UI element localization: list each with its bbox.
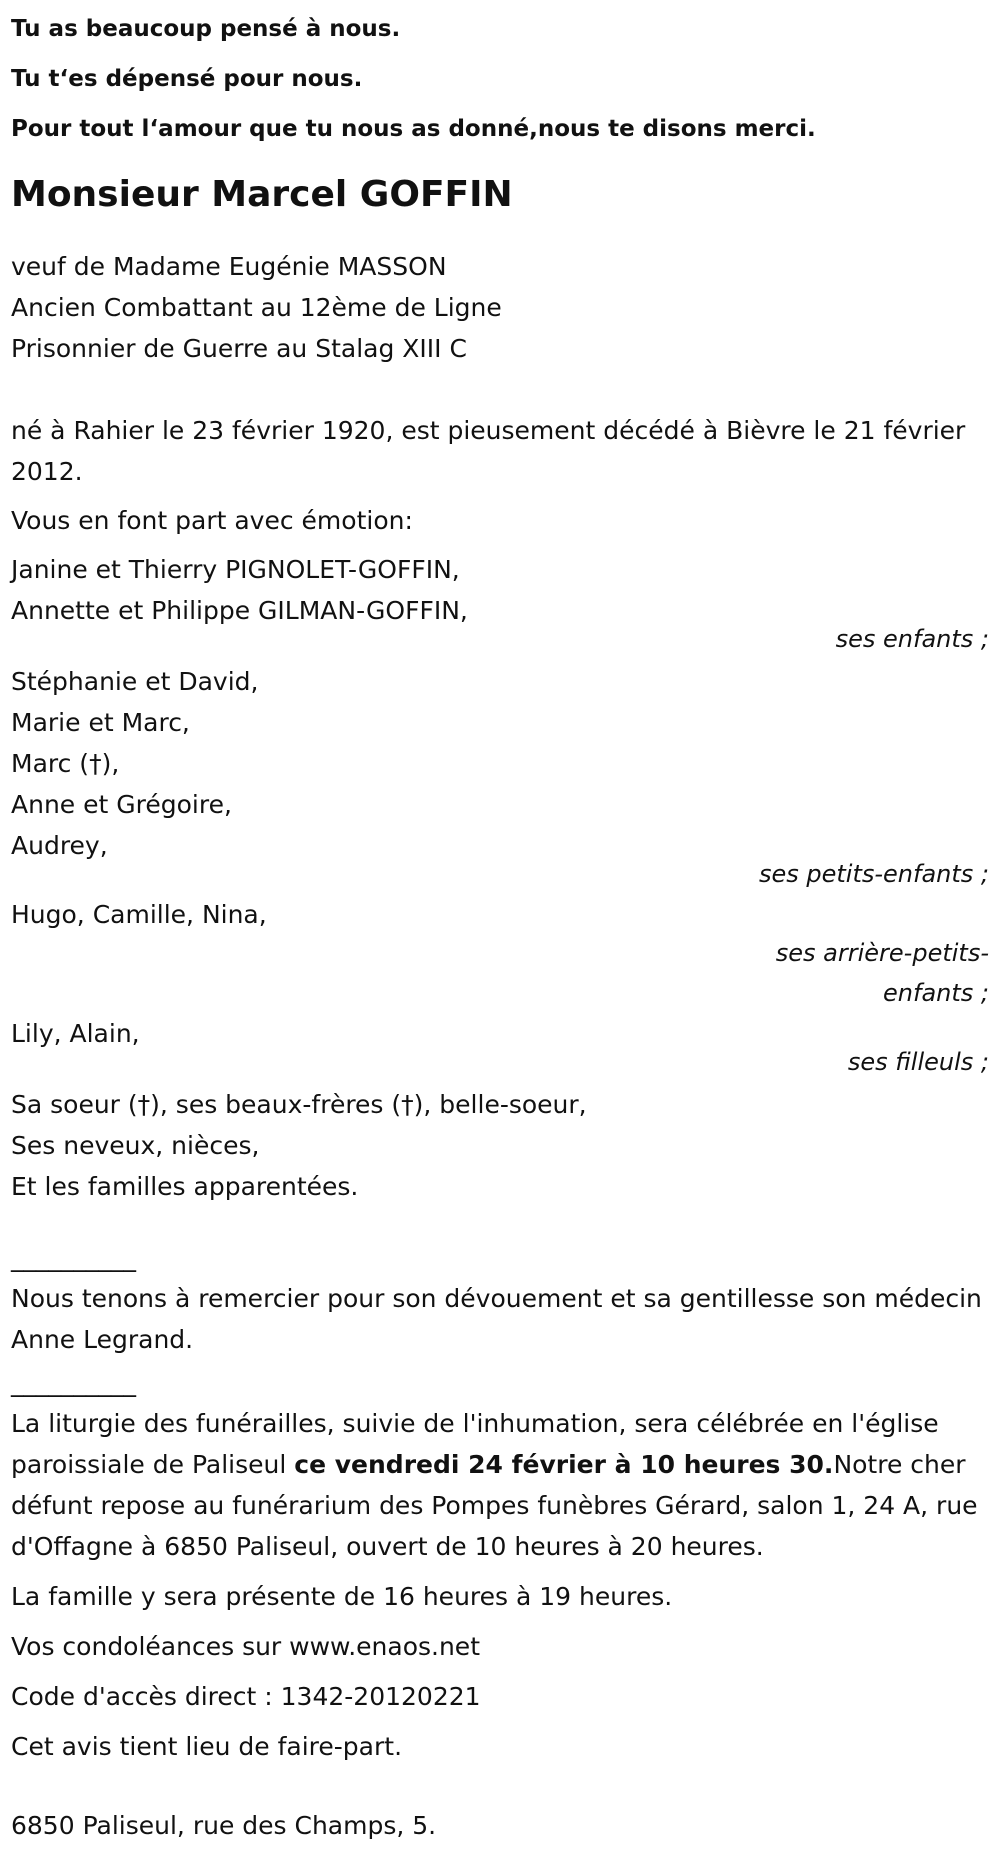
list-item: Anne et Grégoire, [11,790,232,819]
notice: Cet avis tient lieu de faire-part. [11,1732,403,1761]
title-line: veuf de Madame Eugénie MASSON [11,252,447,281]
separator: __________ [11,1368,136,1397]
grandchildren-list [11,661,989,866]
family-presence: La famille y sera présente de 16 heures à 19 heures. [11,1582,673,1611]
thanks-text: Nous tenons à remercier pour son dévouement et sa gentillesse son médecin Anne Legrand. [11,1284,982,1354]
list-item: Stéphanie et David, [11,667,259,696]
epigraph [11,4,989,154]
funeral-text-start: La liturgie des funérailles, suivie de l'inhumation, sera célébrée en l'église paroissiale de Paliseul [11,1409,939,1479]
list-item: Sa soeur (†), ses beaux-frères (†), belle-soeur, [11,1090,587,1119]
funeral-text-end: Notre cher défunt repose au funérarium des Pompes funèbres Gérard, salon 1, 24 A, rue d'Offagne à 6850 Paliseul, ouvert de 10 heures à 20 heures. [11,1450,978,1561]
title-line: Ancien Combattant au 12ème de Ligne [11,293,502,322]
epigraph-line: Pour tout l‘amour que tu nous as donné,nous te disons merci. [11,116,816,142]
announcement: Vous en font part avec émotion: [11,506,413,535]
access-code: Code d'accès direct : 1342-20120221 [11,1682,481,1711]
funeral-date: ce vendredi 24 février à 10 heures 30. [294,1450,834,1479]
relation-label: ses filleuls ; [847,1048,989,1076]
list-item: Audrey, [11,831,108,860]
relation-label: ses enfants ; [835,625,989,653]
title-line: Prisonnier de Guerre au Stalag XIII C [11,334,467,363]
grandchildren-label [0,854,989,894]
relatives-list [11,1084,989,1207]
godchildren-label [0,1042,989,1082]
condolences: Vos condoléances sur www.enaos.net [11,1632,480,1661]
epigraph-line: Tu t‘es dépensé pour nous. [11,66,363,92]
list-item: Lily, Alain, [11,1019,140,1048]
relation-label: ses petits-enfants ; [758,860,989,888]
separator: __________ [11,1243,136,1272]
great-grandchildren-list [11,894,989,935]
deceased-name: Monsieur Marcel GOFFIN [11,174,513,215]
birth-death: né à Rahier le 23 février 1920, est pieusement décédé à Bièvre le 21 février 2012. [11,416,966,486]
list-item: Marc (†), [11,749,120,778]
funeral-text [11,1403,989,1567]
list-item: Ses neveux, nièces, [11,1131,260,1160]
list-item: Hugo, Camille, Nina, [11,900,267,929]
list-item: Marie et Marc, [11,708,190,737]
relation-label: ses arrière-petits-enfants ; [775,939,989,1007]
titles [11,246,989,369]
great-grandchildren-label [0,933,989,1013]
list-item: Janine et Thierry PIGNOLET-GOFFIN, [11,555,460,584]
list-item: Et les familles apparentées. [11,1172,359,1201]
address: 6850 Paliseul, rue des Champs, 5. [11,1811,437,1840]
list-item: Annette et Philippe GILMAN-GOFFIN, [11,596,468,625]
epigraph-line: Tu as beaucoup pensé à nous. [11,16,401,42]
